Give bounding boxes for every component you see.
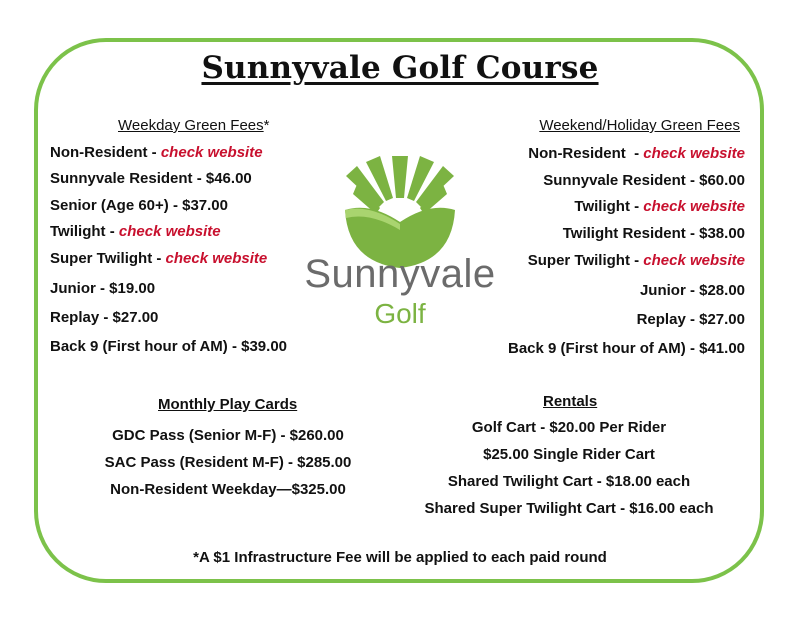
weekend-fee-3 (563, 225, 745, 242)
rental-item-3: Shared Super Twilight Cart - $16.00 each (424, 500, 714, 517)
weekend-header: Weekend/Holiday Green Fees (539, 117, 740, 134)
fee-label: Twilight Resident - $38.00 (562, 225, 745, 242)
weekday-fee-0 (50, 144, 263, 161)
weekend-fee-7 (508, 340, 745, 357)
fee-label: Twilight - (50, 223, 119, 240)
rental-item-0: Golf Cart - $20.00 Per Rider (471, 419, 667, 436)
fee-value: check website (643, 252, 745, 269)
fee-label: Non-Resident - (528, 145, 644, 162)
fee-label: Twilight - (574, 198, 644, 215)
fee-label: Back 9 (First hour of AM) - $41.00 (508, 340, 745, 357)
fee-value: check website (118, 223, 221, 240)
monthly-item-0: GDC Pass (Senior M-F) - $260.00 (112, 427, 344, 444)
rental-item-1: $25.00 Single Rider Cart (483, 446, 655, 463)
weekday-fee-1 (50, 170, 252, 187)
fee-label: Super Twilight - (50, 250, 166, 267)
fee-label: Junior - $19.00 (50, 280, 156, 297)
infrastructure-fee-footnote: *A $1 Infrastructure Fee will be applied to each paid round (193, 549, 607, 566)
fee-label: Replay - $27.00 (636, 311, 745, 328)
fee-label: Replay - $27.00 (50, 309, 159, 326)
fee-label: Junior - $28.00 (639, 282, 745, 299)
monthly-item-2: Non-Resident Weekday—$325.00 (110, 481, 346, 498)
weekend-fee-0 (528, 145, 745, 162)
fee-label: Senior (Age 60+) - $37.00 (50, 197, 228, 214)
fee-label: Sunnyvale Resident - $60.00 (543, 172, 745, 189)
weekday-fee-3 (50, 223, 221, 240)
fee-label: Sunnyvale Resident - $46.00 (50, 170, 252, 187)
fee-value: check website (643, 198, 745, 215)
monthly-header: Monthly Play Cards (158, 396, 298, 413)
fee-value: check website (165, 250, 268, 267)
fee-value: check website (643, 145, 745, 162)
fee-label: Back 9 (First hour of AM) - $39.00 (50, 338, 287, 355)
rentals-header: Rentals (543, 393, 598, 410)
fee-value: check website (160, 144, 263, 161)
monthly-item-1: SAC Pass (Resident M-F) - $285.00 (104, 454, 352, 471)
fee-label: Non-Resident - (50, 144, 161, 161)
weekday-header-asterisk: * (263, 117, 270, 134)
weekday-fee-7 (50, 338, 287, 355)
weekend-fee-1 (543, 172, 745, 189)
fee-label: Super Twilight - (527, 252, 644, 269)
logo-wordmark: Sunnyvale (304, 252, 496, 296)
page-title: Sunnyvale Golf Course (201, 50, 599, 86)
weekday-header (118, 117, 269, 134)
weekday-fee-2 (50, 197, 228, 214)
weekday-header-text: Weekday Green Fees (118, 117, 264, 134)
weekend-fee-2 (574, 198, 745, 215)
logo-subtext: Golf (374, 298, 426, 329)
rental-item-2: Shared Twilight Cart - $18.00 each (447, 473, 691, 490)
